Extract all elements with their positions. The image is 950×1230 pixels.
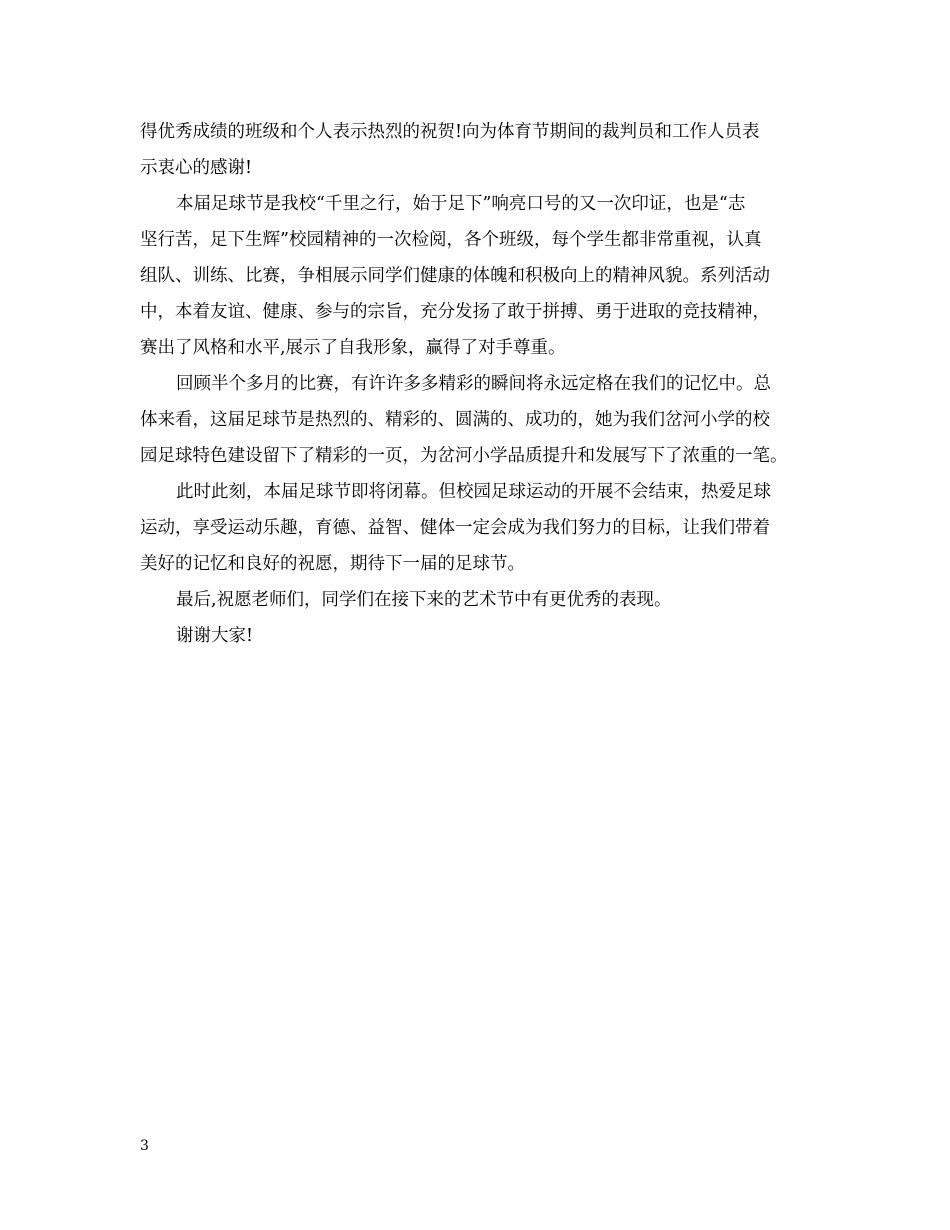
- text-line: 坚行苦，足下生辉”校园精神的一次检阅，各个班级，每个学生都非常重视，认真: [140, 230, 762, 250]
- paragraph-first-line: 回顾半个多月的比赛，有许许多多精彩的瞬间将永远定格在我们的记忆中。总: [176, 374, 771, 394]
- paragraph-first-line: 最后,祝愿老师们，同学们在接下来的艺术节中有更优秀的表现。: [176, 590, 672, 610]
- text-line: 中，本着友谊、健康、参与的宗旨，充分发扬了敢于拼搏、勇于进取的竞技精神，: [140, 302, 770, 322]
- text-line: 美好的记忆和良好的祝愿，期待下一届的足球节。: [140, 554, 525, 574]
- text-line: 园足球特色建设留下了精彩的一页，为岔河小学品质提升和发展写下了浓重的一笔。: [140, 446, 788, 466]
- text-line: 示衷心的感谢!: [140, 158, 253, 178]
- text-line: 组队、训练、比赛，争相展示同学们健康的体魄和积极向上的精神风貌。系列活动: [140, 266, 770, 286]
- page-number: 3: [140, 1138, 149, 1154]
- closing-line: 谢谢大家!: [176, 626, 254, 646]
- text-line: 运动，享受运动乐趣，育德、益智、健体一定会成为我们努力的目标，让我们带着: [140, 518, 770, 538]
- paragraph-first-line: 此时此刻，本届足球节即将闭幕。但校园足球运动的开展不会结束，热爱足球: [176, 482, 771, 502]
- text-line: 体来看，这届足球节是热烈的、精彩的、圆满的、成功的，她为我们岔河小学的校: [140, 410, 770, 430]
- paragraph-first-line: 本届足球节是我校“千里之行，始于足下”响亮口号的又一次印证，也是“志: [176, 194, 746, 214]
- document-body: [140, 114, 822, 654]
- text-line: 得优秀成绩的班级和个人表示热烈的祝贺!向为体育节期间的裁判员和工作人员表: [140, 122, 760, 142]
- text-line: 赛出了风格和水平,展示了自我形象，赢得了对手尊重。: [140, 338, 566, 358]
